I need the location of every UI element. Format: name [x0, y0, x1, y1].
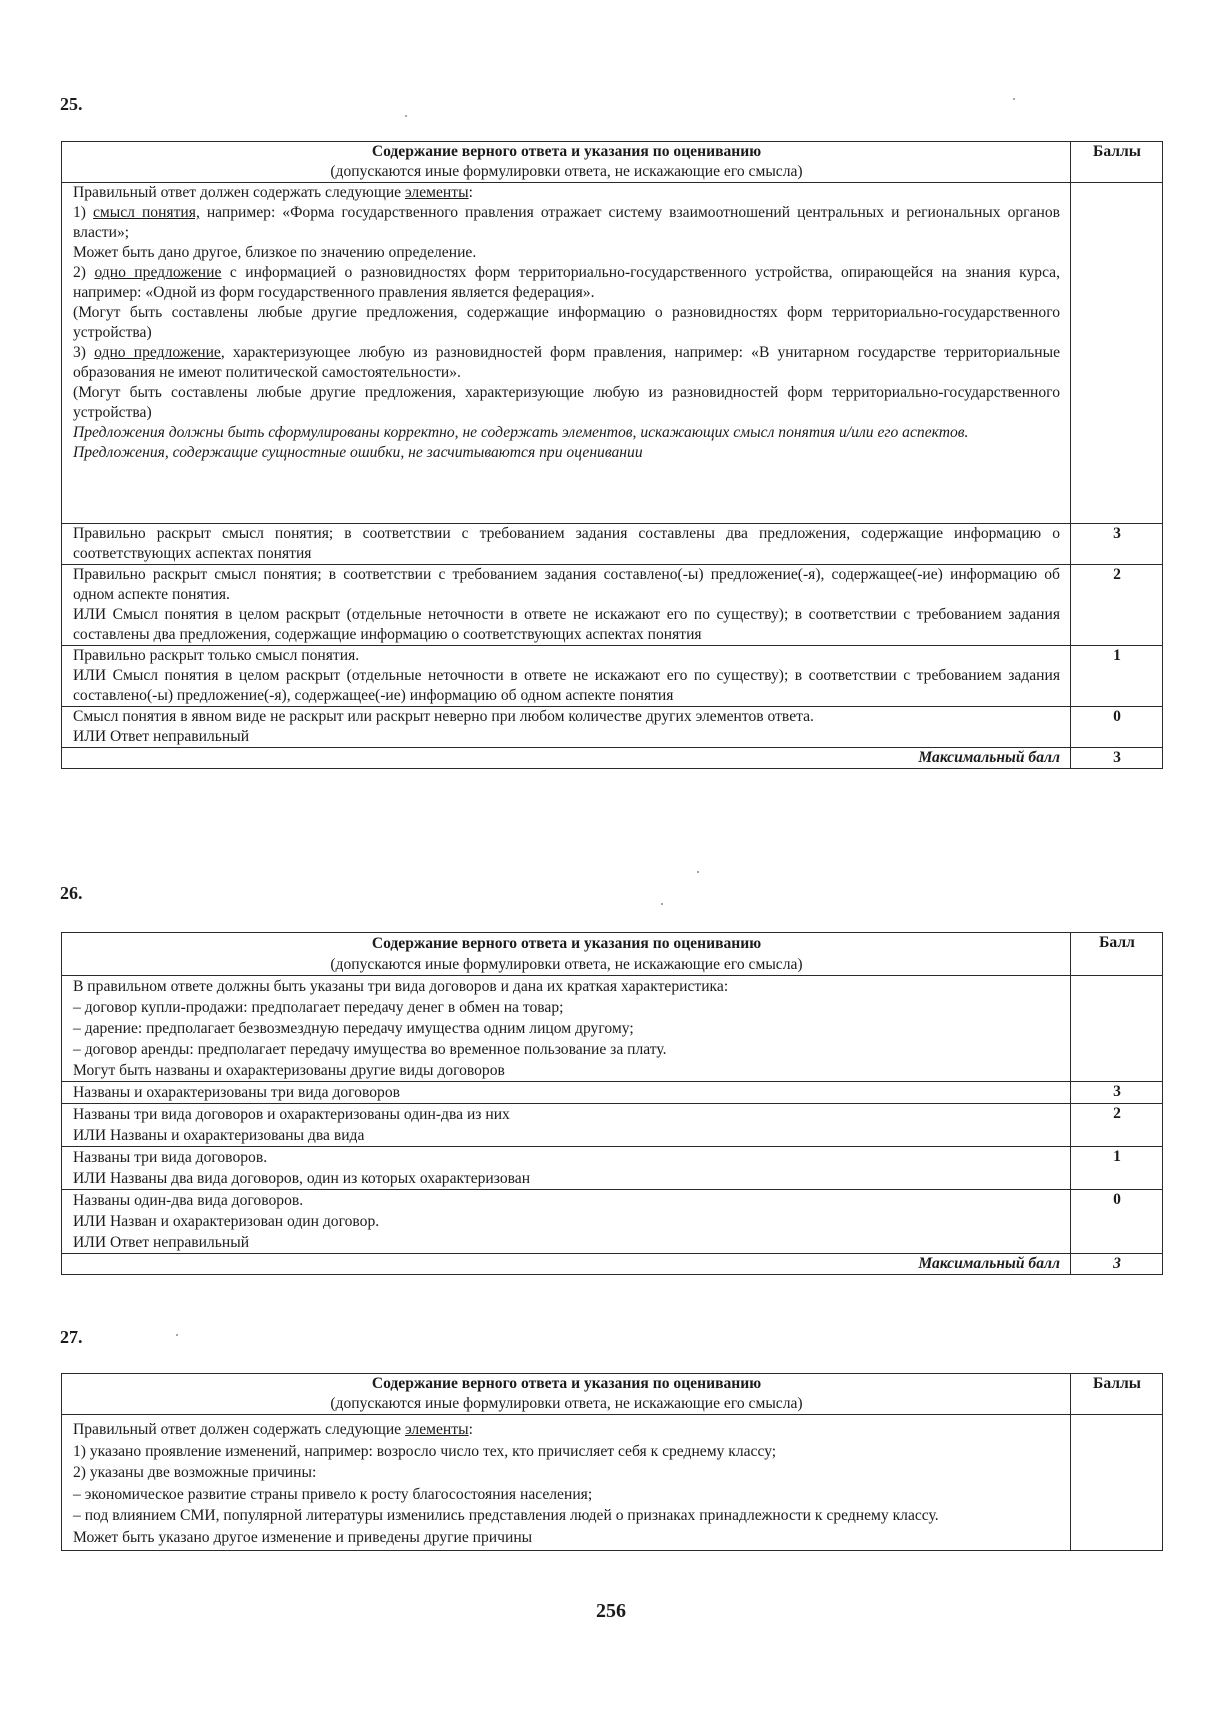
criterion-row [62, 646, 1163, 707]
criterion-row [62, 1190, 1163, 1254]
max-score-row [62, 1254, 1163, 1275]
max-score-value: 3 [1071, 748, 1163, 769]
max-score-label: Максимальный балл [62, 748, 1071, 769]
header-score-cell: Баллы [1071, 142, 1163, 183]
scan-speck [405, 115, 407, 117]
header-score-cell: Баллы [1071, 1374, 1163, 1415]
criterion-text: Правильно раскрыт только смысл понятия. ИЛИ Смысл понятия в целом раскрыт (отдельные неточности в ответе не искажают его по существу); в соответствии с требованием задания составлено(-ы) предложение(-я), содержащее(-ие) информацию об одном аспекте понятия [62, 646, 1071, 707]
criterion-text: Названы один-два вида договоров. ИЛИ Назван и охарактеризован один договор. ИЛИ Ответ неправильный [62, 1190, 1071, 1254]
header-subtitle: (допускаются иные формулировки ответа, не искажающие его смысла) [330, 163, 803, 180]
criterion-score: 3 [1071, 524, 1163, 565]
answer-line: 1) смысл понятия, например: «Форма государственного правления отражает систему взаимоотношений центральных и региональных органов власти»; [73, 204, 1060, 241]
answer-content-row [62, 183, 1163, 524]
scan-speck [661, 903, 663, 905]
answer-line: 2) одно предложение с информацией о разновидностях форм территориально-государственного устройства, опирающейся на знания курса, например: «Одной из форм государственного правления является федерация». [73, 264, 1060, 301]
criterion-score: 0 [1071, 1190, 1163, 1254]
answer-content-row [62, 1415, 1163, 1551]
criterion-text: Названы три вида договоров и охарактеризованы один-два из них ИЛИ Названы и охарактеризованы два вида [62, 1104, 1071, 1147]
grading-table [61, 1373, 1163, 1551]
table-header-row [62, 933, 1163, 976]
task-number: 25. [60, 94, 83, 114]
answer-content-row [62, 976, 1163, 1082]
answer-line: Правильный ответ должен содержать следующие элементы: [73, 1421, 473, 1438]
answer-line: Правильный ответ должен содержать следующие элементы: [73, 184, 473, 201]
header-subtitle: (допускаются иные формулировки ответа, не искажающие его смысла) [330, 956, 803, 973]
criterion-row [62, 707, 1163, 748]
answer-line: – договор аренды: предполагает передачу имущества во временное пользование за плату. [73, 1041, 667, 1058]
criterion-score: 0 [1071, 707, 1163, 748]
answer-content-cell [62, 183, 1071, 524]
grading-table [61, 932, 1163, 1275]
scan-speck [1013, 98, 1015, 100]
header-title: Содержание верного ответа и указания по оцениванию [371, 935, 762, 952]
answer-line: (Могут быть составлены любые другие предложения, содержащие информацию о разновидностях форм территориально-государственного устройства) [73, 304, 1060, 341]
criterion-score: 1 [1071, 646, 1163, 707]
header-score-cell: Балл [1071, 933, 1163, 976]
criterion-text: Смысл понятия в явном виде не раскрыт или раскрыт неверно при любом количестве других элементов ответа. ИЛИ Ответ неправильный [62, 707, 1071, 748]
answer-line: 2) указаны две возможные причины: [73, 1464, 317, 1481]
max-score-row [62, 748, 1163, 769]
grading-table [61, 141, 1163, 769]
empty-score-cell [1071, 976, 1163, 1082]
answer-note: Предложения должны быть сформулированы корректно, не содержать элементов, искажающих смысл понятия и/или его аспектов. [73, 424, 969, 441]
task-number: 27. [60, 1327, 83, 1347]
empty-score-cell [1071, 183, 1163, 524]
max-score-value: 3 [1071, 1254, 1163, 1275]
criterion-row [62, 565, 1163, 646]
criterion-score: 2 [1071, 1104, 1163, 1147]
answer-line: – дарение: предполагает безвозмездную передачу имущества одним лицом другому; [73, 1020, 634, 1037]
answer-note: Предложения, содержащие сущностные ошибки, не засчитываются при оценивании [73, 444, 643, 461]
answer-line: – экономическое развитие страны привело к росту благосостояния населения; [73, 1485, 593, 1503]
answer-line: 1) указано проявление изменений, например: возросло число тех, кто причисляет себя к среднему классу; [73, 1442, 777, 1460]
answer-content-cell [62, 1415, 1071, 1551]
header-subtitle: (допускаются иные формулировки ответа, не искажающие его смысла) [330, 1395, 803, 1412]
answer-line: Может быть дано другое, близкое по значению определение. [73, 244, 477, 261]
answer-line: Может быть указано другое изменение и приведены другие причины [73, 1528, 533, 1546]
criterion-text: Правильно раскрыт смысл понятия; в соответствии с требованием задания составлено(-ы) предложение(-я), содержащее(-ие) информацию об одном аспекте понятия. ИЛИ Смысл понятия в целом раскрыт (отдельные неточности в ответе не искажают его по существу); в соответствии с требованием задания составлены два предложения, содержащие информацию о соответствующих аспектах понятия [62, 565, 1071, 646]
answer-content-cell [62, 976, 1071, 1082]
header-title: Содержание верного ответа и указания по оцениванию [371, 1375, 762, 1392]
answer-line: (Могут быть составлены любые другие предложения, характеризующие любую из разновидностей форм территориально-государственного устройства) [73, 384, 1060, 421]
answer-line: – под влиянием СМИ, популярной литературы изменились представления людей о признаках принадлежности к среднему классу. [73, 1507, 939, 1524]
criterion-row [62, 524, 1163, 565]
page-number: 256 [596, 1600, 626, 1622]
criterion-text: Названы и охарактеризованы три вида договоров [62, 1082, 1071, 1104]
header-content-cell [62, 933, 1071, 976]
table-header-row [62, 1374, 1163, 1415]
criterion-score: 3 [1071, 1082, 1163, 1104]
criterion-row [62, 1147, 1163, 1190]
header-title: Содержание верного ответа и указания по оцениванию [371, 143, 762, 160]
criterion-text: Правильно раскрыт смысл понятия; в соответствии с требованием задания составлены два предложения, содержащие информацию о соответствующих аспектах понятия [62, 524, 1071, 565]
task-number: 26. [60, 883, 83, 903]
scan-speck [697, 871, 699, 873]
criterion-text: Названы три вида договоров. ИЛИ Названы два вида договоров, один из которых охарактеризован [62, 1147, 1071, 1190]
empty-score-cell [1071, 1415, 1163, 1551]
answer-line: Могут быть названы и охарактеризованы другие виды договоров [73, 1062, 505, 1079]
scan-speck [176, 1334, 178, 1336]
criterion-score: 2 [1071, 565, 1163, 646]
criterion-score: 1 [1071, 1147, 1163, 1190]
answer-line: 3) одно предложение, характеризующее любую из разновидностей форм правления, например: «В унитарном государстве территориальные образования не имеют политической самостоятельности». [73, 344, 1061, 381]
answer-line: – договор купли-продажи: предполагает передачу денег в обмен на товар; [73, 999, 564, 1016]
header-content-cell [62, 1374, 1071, 1415]
answer-line: В правильном ответе должны быть указаны три вида договоров и дана их краткая характеристика: [73, 978, 729, 995]
max-score-label: Максимальный балл [62, 1254, 1071, 1275]
criterion-row [62, 1082, 1163, 1104]
table-header-row [62, 142, 1163, 183]
header-content-cell [62, 142, 1071, 183]
criterion-row [62, 1104, 1163, 1147]
